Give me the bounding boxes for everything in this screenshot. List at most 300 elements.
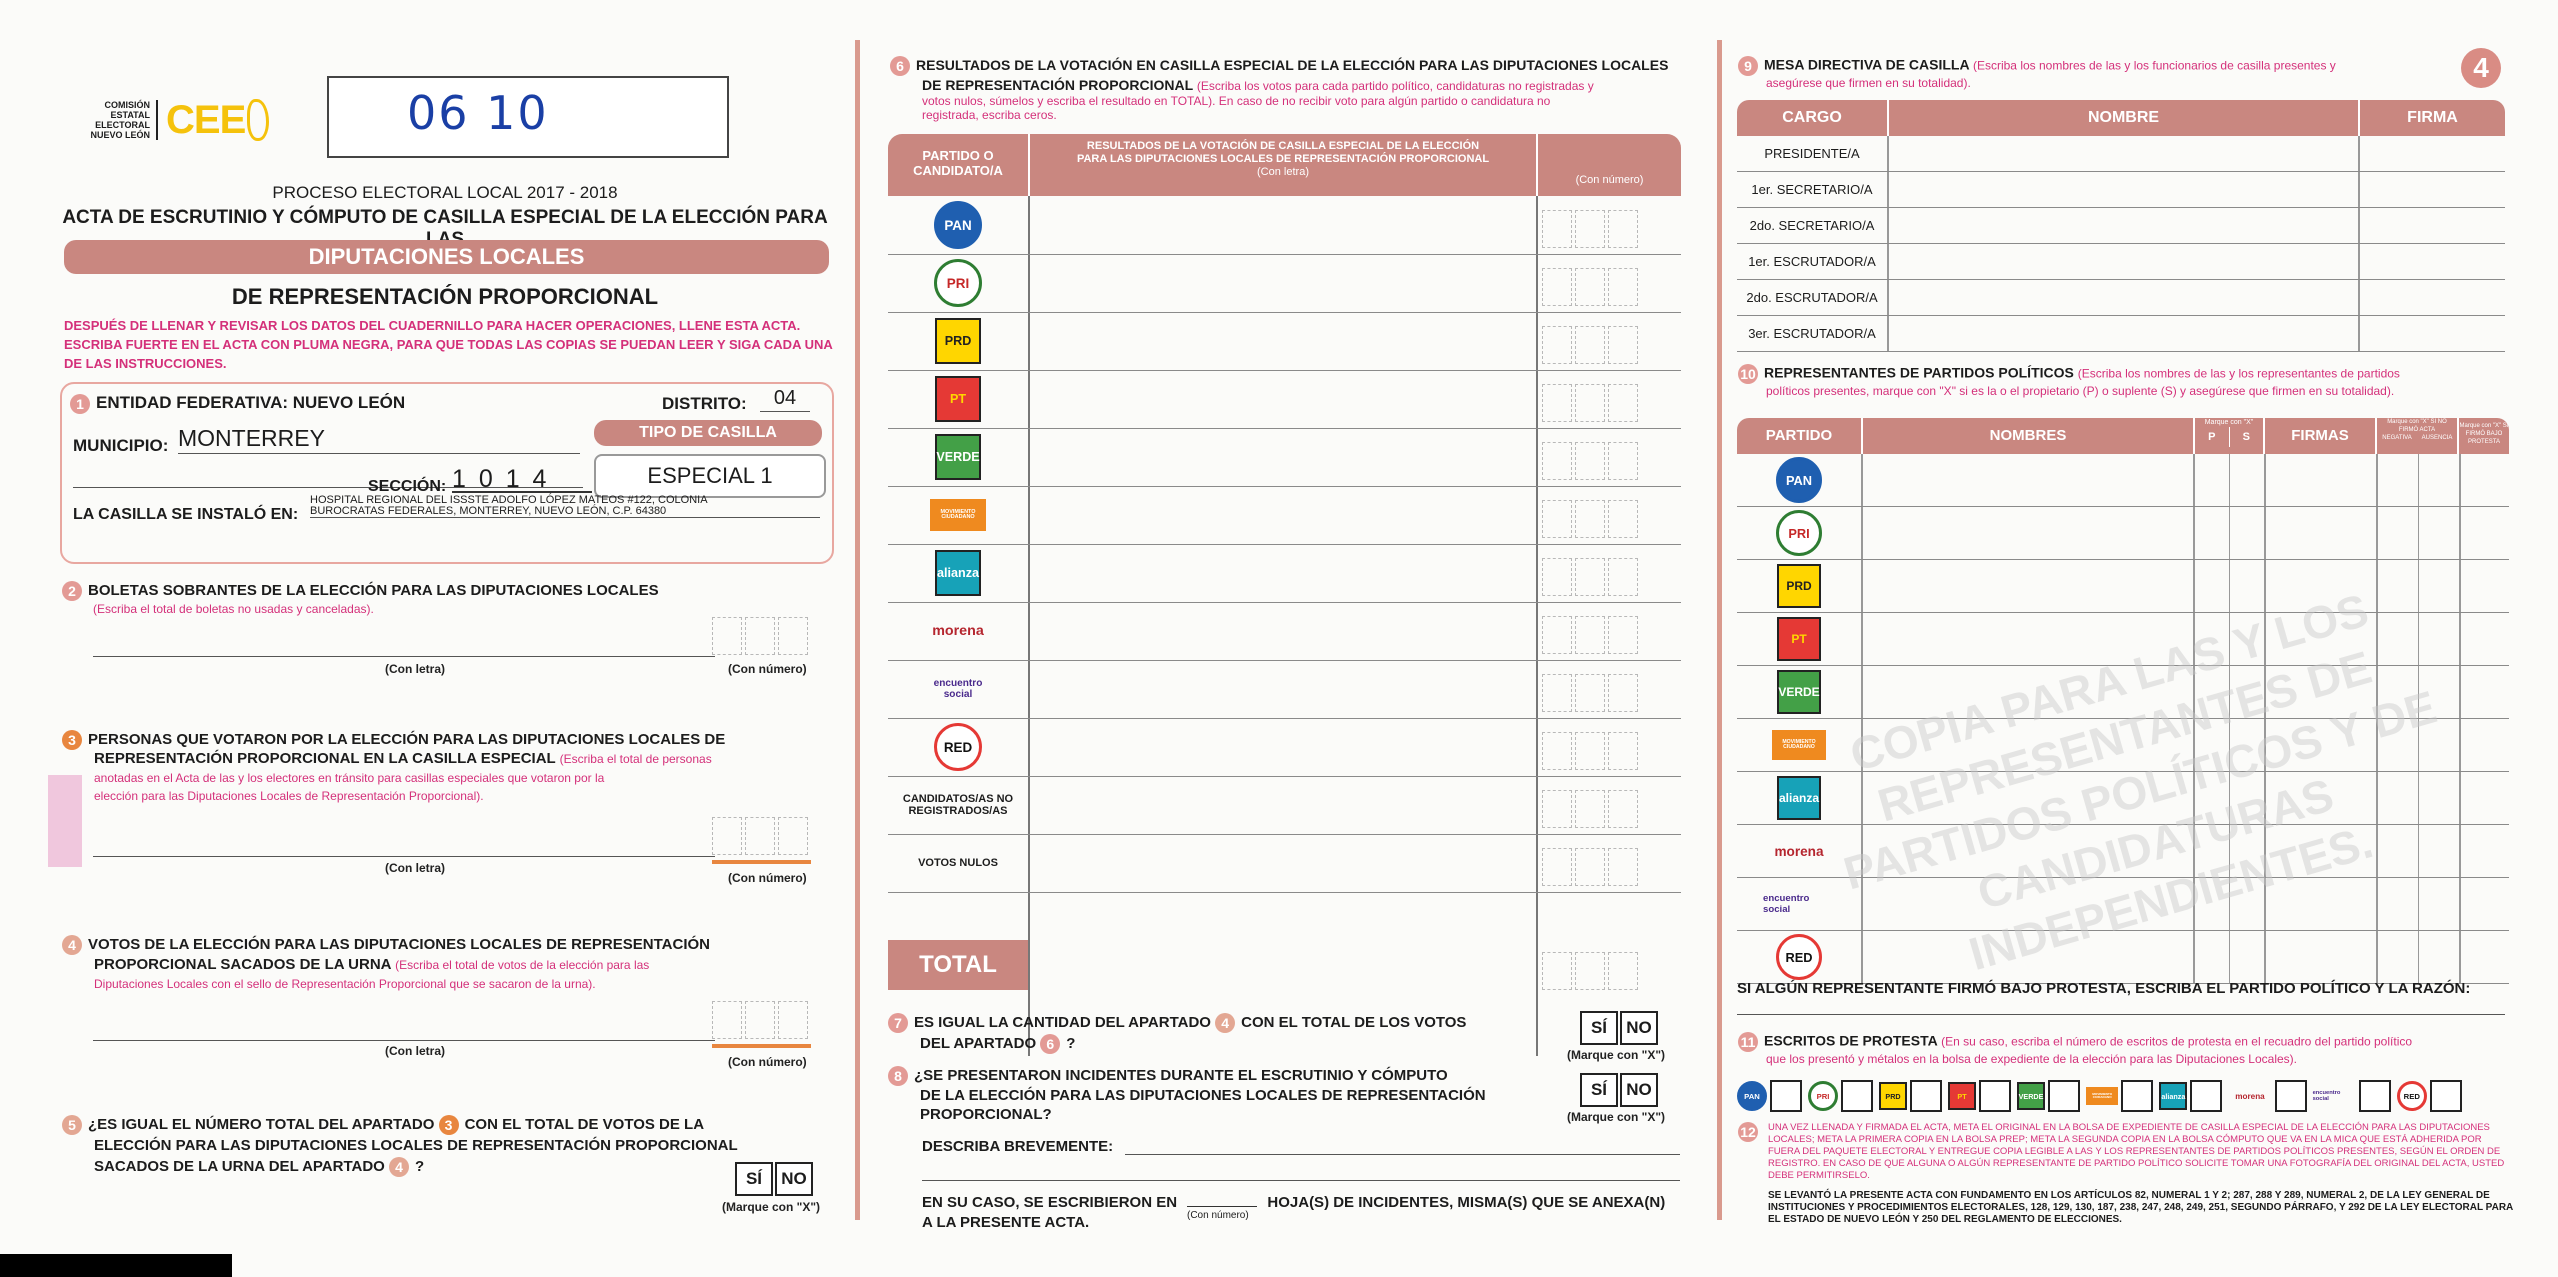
vote-letter-field[interactable] <box>1030 196 1536 254</box>
con-letra-label: (Con letra) <box>385 662 445 676</box>
s3-hint-3: elección para las Diputaciones Locales de Representación Proporcional). <box>94 789 484 803</box>
si-checkbox[interactable]: SÍ <box>735 1162 773 1196</box>
section-1-entidad <box>70 393 405 414</box>
protesta-item <box>2017 1080 2080 1112</box>
digit-box[interactable] <box>1542 790 1572 828</box>
col-s: S <box>2242 431 2250 443</box>
s5-line-1a: ¿ES IGUAL EL NÚMERO TOTAL DEL APARTADO <box>88 1116 435 1133</box>
protesta-count-box[interactable] <box>2359 1080 2391 1112</box>
rep-negativa-checkbox[interactable] <box>2378 507 2419 559</box>
digit-box[interactable] <box>712 617 742 655</box>
party-cell <box>888 834 1028 892</box>
vote-letter-field[interactable] <box>1030 370 1536 428</box>
protesta-count-box[interactable] <box>2190 1080 2222 1112</box>
rep-firma-field[interactable] <box>2266 454 2378 506</box>
document-subtitle: DE REPRESENTACIÓN PROPORCIONAL <box>231 284 659 309</box>
vote-letter-field[interactable] <box>1030 254 1536 312</box>
s4-number-field[interactable] <box>712 1001 811 1048</box>
digit-box[interactable] <box>1575 790 1605 828</box>
seccion-field[interactable] <box>452 465 592 493</box>
digit-box[interactable] <box>1575 442 1605 480</box>
vote-number-field[interactable] <box>1542 616 1641 659</box>
logo-org-line: COMISIÓN <box>104 100 150 110</box>
logo-org-line: ESTATAL <box>110 110 150 120</box>
protesta-count-box[interactable] <box>2430 1080 2462 1112</box>
nombre-field[interactable] <box>1889 172 2360 207</box>
digit-box[interactable] <box>1542 442 1572 480</box>
document-title: ACTA DE ESCRUTINIO Y CÓMPUTO DE CASILLA ESPECIAL DE LA ELECCIÓN PARA <box>62 207 828 228</box>
s4-title-1: VOTOS DE LA ELECCIÓN PARA LAS DIPUTACIONES LOCALES DE REPRESENTACIÓN <box>88 935 710 953</box>
s5-line-3: SACADOS DE LA URNA DEL APARTADO <box>94 1158 385 1176</box>
con-numero-label: (Con número) <box>728 871 807 885</box>
digit-box[interactable] <box>1608 326 1638 364</box>
section-5-question: 5 ¿ES IGUAL EL NÚMERO TOTAL DEL APARTADO 3 CON EL TOTAL DE VOTOS DE LA ELECCIÓN PARA LAS DIPUTACIONES LOCALES DE REPRESENTACIÓN PROPORCIONAL SACADOS DE LA URNA DEL APARTADO 4 ? <box>62 1114 738 1177</box>
s3-title-1: PERSONAS QUE VOTARON POR LA ELECCIÓN PARA LAS DIPUTACIONES LOCALES DE <box>88 731 726 748</box>
s7-answer <box>1580 1011 1660 1045</box>
vote-letter-field[interactable] <box>1030 486 1536 544</box>
s2-title: BOLETAS SOBRANTES DE LA ELECCIÓN PARA LAS DIPUTACIONES LOCALES <box>88 581 659 599</box>
distrito-field[interactable] <box>760 387 810 412</box>
section-number: 12 <box>1738 1122 1758 1142</box>
no-checkbox[interactable]: NO <box>1620 1073 1658 1107</box>
party-logo-icon: morena <box>2235 1091 2265 1101</box>
section-6-title <box>890 56 1690 122</box>
s4-letter-field[interactable] <box>93 1034 715 1041</box>
describa-field-2[interactable] <box>922 1176 1680 1181</box>
col-marque-ps <box>2195 418 2265 454</box>
si-checkbox[interactable]: SÍ <box>1580 1011 1618 1045</box>
mesa-row <box>1737 280 2505 316</box>
nombre-field[interactable] <box>1889 316 2360 351</box>
digit-box[interactable] <box>1575 500 1605 538</box>
rep-protesta-checkbox[interactable] <box>2461 560 2509 612</box>
legal-text: SE LEVANTÓ LA PRESENTE ACTA CON FUNDAMENTO EN LOS ARTÍCULOS 82, NUMERAL 1 Y 2; 287, 288 Y 289, NUMERAL 2, DE LA LEY GENERAL DE INSTITUCIONES Y PROCEDIMIENTOS ELECTORALES, 128, 129, 130, 187, 238, 247, 248, 249, 251, SEGUNDO PÁRRAFO, Y 292 DE LA LEY ELECTORAL PARA EL ESTADO DE NUEVO LEÓN Y 250 DEL REGLAMENTO DE ELECCIONES. <box>1768 1190 2513 1225</box>
total-row <box>888 940 1028 990</box>
mesa-row <box>1737 172 2505 208</box>
no-checkbox[interactable]: NO <box>775 1162 813 1196</box>
col-result-1: RESULTADOS DE LA VOTACIÓN DE CASILLA ESPECIAL DE LA ELECCIÓN <box>1086 140 1480 152</box>
s2-number-field[interactable] <box>712 617 811 660</box>
digit-box[interactable] <box>1608 558 1638 596</box>
vote-number-field[interactable] <box>1542 384 1641 427</box>
digit-box[interactable] <box>1608 952 1638 990</box>
vote-letter-field[interactable] <box>1030 312 1536 370</box>
s4-hint-1: (Escriba el total de votos de la elección para las <box>395 958 650 972</box>
seccion-label: SECCIÓN: <box>368 478 447 495</box>
s9-title: MESA DIRECTIVA DE CASILLA <box>1764 56 1970 73</box>
results-row <box>888 254 1681 313</box>
party-logo-icon: VERDE <box>935 434 981 480</box>
s2-hint: (Escriba el total de boletas no usadas y canceladas). <box>93 602 374 616</box>
rep-nombre-field[interactable] <box>1863 507 2195 559</box>
party-logo-icon: VERDE <box>2017 1082 2045 1110</box>
digit-box[interactable] <box>1542 500 1572 538</box>
rep-protesta-checkbox[interactable] <box>2461 931 2509 983</box>
digit-box[interactable] <box>712 1001 742 1039</box>
col-result-3: (Con letra) <box>1257 166 1309 178</box>
digit-box[interactable] <box>1575 210 1605 248</box>
rep-protesta-checkbox[interactable] <box>2461 507 2509 559</box>
vote-number-field[interactable] <box>1542 848 1641 891</box>
protesta-count-box[interactable] <box>2121 1080 2153 1112</box>
vote-letter-field[interactable] <box>1030 834 1536 892</box>
municipio-field[interactable] <box>178 425 580 454</box>
digit-box[interactable] <box>1608 442 1638 480</box>
instalo-line-1: HOSPITAL REGIONAL DEL ISSSTE ADOLFO LÓPEZ MATEOS #122, COLONIA <box>310 494 708 506</box>
cee-logo <box>70 92 305 148</box>
page-number-badge <box>2461 48 2501 88</box>
rep-p-checkbox[interactable] <box>2195 454 2230 506</box>
results-row <box>888 196 1681 255</box>
s2-letter-field[interactable] <box>93 650 715 657</box>
vote-letter-field[interactable] <box>1030 776 1536 834</box>
protesta-item <box>2086 1080 2153 1112</box>
s8-line-3: PROPORCIONAL? <box>920 1106 1052 1124</box>
protesta-item <box>1737 1080 1802 1112</box>
col-p: P <box>2195 427 2230 447</box>
party-cell <box>888 312 1028 370</box>
rep-ausencia-checkbox[interactable] <box>2419 613 2461 665</box>
party-logo-icon: encuentro social <box>1763 893 1810 915</box>
s7-c: DEL APARTADO <box>920 1035 1037 1053</box>
rep-ausencia-checkbox[interactable] <box>2419 454 2461 506</box>
rep-party-cell <box>1737 454 1863 506</box>
firma-field[interactable] <box>2360 280 2505 315</box>
cargo-label: 1er. SECRETARIO/A <box>1737 172 1889 207</box>
rep-s-checkbox[interactable] <box>2230 507 2266 559</box>
rep-p-checkbox[interactable] <box>2195 507 2230 559</box>
col-partido: PARTIDO <box>1737 418 1863 454</box>
digit-box[interactable] <box>1608 732 1638 770</box>
mesa-header <box>1737 100 2505 136</box>
digit-box[interactable] <box>1575 326 1605 364</box>
digit-box[interactable] <box>1608 384 1638 422</box>
party-logo-icon: VERDE <box>1777 670 1821 714</box>
digit-box[interactable] <box>1542 952 1572 990</box>
nombre-field[interactable] <box>1889 136 2360 171</box>
digit-box[interactable] <box>1542 848 1572 886</box>
digit-box[interactable] <box>1608 268 1638 306</box>
protesta-count-box[interactable] <box>2275 1080 2307 1112</box>
cargo-label: 2do. ESCRUTADOR/A <box>1737 280 1889 315</box>
protesta-line: SI ALGÚN REPRESENTANTE FIRMÓ BAJO PROTESTA, ESCRIBA EL PARTIDO POLÍTICO Y LA RAZÓN: <box>1737 980 2471 997</box>
protesta-item <box>2313 1080 2391 1112</box>
section-ref: 4 <box>389 1157 409 1177</box>
firma-field[interactable] <box>2360 136 2505 171</box>
party-logo-icon: PAN <box>1737 1081 1767 1111</box>
digit-box[interactable] <box>1542 384 1572 422</box>
rep-protesta-checkbox[interactable] <box>2461 878 2509 930</box>
rep-negativa-checkbox[interactable] <box>2378 878 2419 930</box>
section-number: 1 <box>70 394 90 414</box>
col-result-header <box>1030 134 1538 196</box>
col-numero-header: (Con número) <box>1575 174 1644 186</box>
digit-box[interactable] <box>1542 616 1572 654</box>
rep-p-checkbox[interactable] <box>2195 560 2230 612</box>
digit-box[interactable] <box>1575 616 1605 654</box>
digit-box[interactable] <box>1608 790 1638 828</box>
mesa-row <box>1737 244 2505 280</box>
vote-letter-field[interactable] <box>1030 602 1536 660</box>
rep-ausencia-checkbox[interactable] <box>2419 931 2461 983</box>
digit-box[interactable] <box>712 817 742 855</box>
marque-label: (Marque con "X") <box>1567 1048 1666 1062</box>
section-number: 4 <box>62 935 82 955</box>
s12-text: UNA VEZ LLENADA Y FIRMADA EL ACTA, META EL ORIGINAL EN LA BOLSA DE EXPEDIENTE DE CASILLA ESPECIAL DE LA ELECCIÓN PARA LAS DIPUTACIONES LOCALES; META LA PRIMERA COPIA EN LA BOLSA PREP; META LA SEGUNDA COPIA EN LA BOLSA CÓMPUTO QUE VA EN LA MICA QUE ESTÁ ADHERIDA POR FUERA DEL PAQUETE ELECTORAL Y ENTREGUE COPIA LEGIBLE A LAS Y LOS REPRESENTANTES DE PARTIDOS POLÍTICOS PRESENTES, SEGÚN EL ORDEN DE REGISTRO. EN CASO DE QUE ALGUNA O ALGÚN REPRESENTANTE DE PARTIDO POLÍTICO SOLICITE TOMAR UNA FOTOGRAFÍA DEL ORIGINAL DEL ACTA, USTED DEBE PERMITIRSELO. <box>1768 1122 2505 1181</box>
digit-box[interactable] <box>1575 952 1605 990</box>
digit-box[interactable] <box>1575 732 1605 770</box>
nombre-field[interactable] <box>1889 208 2360 243</box>
protesta-count-box[interactable] <box>1979 1080 2011 1112</box>
digit-box[interactable] <box>1575 558 1605 596</box>
hojas-field[interactable] <box>1187 1190 1257 1207</box>
s9-hint-1: (Escriba los nombres de las y los funcionarios de casilla presentes y <box>1972 58 2336 73</box>
protesta-item <box>2159 1080 2222 1112</box>
rep-s-checkbox[interactable] <box>2230 454 2266 506</box>
protesta-item <box>1948 1080 2011 1112</box>
party-logo-icon: PAN <box>934 201 982 249</box>
s3-hint-1: (Escriba el total de personas <box>559 752 712 766</box>
rep-p-checkbox[interactable] <box>2195 931 2230 983</box>
vote-number-field[interactable] <box>1542 210 1641 253</box>
protesta-count-box[interactable] <box>2048 1080 2080 1112</box>
distrito-label: DISTRITO: <box>662 394 747 413</box>
party-cell <box>888 602 1028 660</box>
digit-box[interactable] <box>778 1001 808 1039</box>
s9-hint-2: asegúrese que firmen en su totalidad). <box>1766 76 1971 90</box>
party-cell <box>888 544 1028 602</box>
vote-number-field[interactable] <box>1542 268 1641 311</box>
vote-number-field[interactable] <box>1542 732 1641 775</box>
digit-box[interactable] <box>778 817 808 855</box>
s11-hint-1: (En su caso, escriba el número de escritos de protesta en el recuadro del partido político <box>1941 1034 2413 1049</box>
section-number: 8 <box>888 1066 908 1086</box>
firma-field[interactable] <box>2360 172 2505 207</box>
diputaciones-band: DIPUTACIONES LOCALES <box>64 240 829 274</box>
vote-letter-field[interactable] <box>1030 544 1536 602</box>
results-row <box>888 602 1681 661</box>
folio-box[interactable] <box>327 76 729 158</box>
digit-box[interactable] <box>1575 674 1605 712</box>
vote-number-field[interactable] <box>1542 558 1641 601</box>
total-number-field[interactable] <box>1542 952 1641 995</box>
protesta-count-box[interactable] <box>1910 1080 1942 1112</box>
describa-label: DESCRIBA BREVEMENTE: <box>922 1138 1114 1155</box>
rep-ausencia-checkbox[interactable] <box>2419 507 2461 559</box>
logo-org-line: NUEVO LEÓN <box>90 130 150 140</box>
marque-ps-label: Marque con "X" <box>2204 419 2254 426</box>
si-checkbox[interactable]: SÍ <box>1580 1073 1618 1107</box>
vote-letter-field[interactable] <box>1030 718 1536 776</box>
s6-hint-3: registrada, escriba ceros. <box>922 108 1057 123</box>
rep-protesta-checkbox[interactable] <box>2461 719 2509 771</box>
digit-box[interactable] <box>1542 268 1572 306</box>
reps-header <box>1737 418 2509 454</box>
party-logo-icon: RED <box>2397 1081 2427 1111</box>
rep-negativa-checkbox[interactable] <box>2378 931 2419 983</box>
hojas-num-label: (Con número) <box>1187 1210 1249 1221</box>
party-cell <box>888 196 1028 254</box>
section-ref: 6 <box>1040 1034 1060 1054</box>
section-number: 7 <box>888 1013 908 1033</box>
column-separator <box>855 40 860 1220</box>
describa-field[interactable] <box>1125 1150 1680 1155</box>
vote-number-field[interactable] <box>1542 442 1641 485</box>
party-logo-icon: RED <box>934 723 982 771</box>
mesa-row <box>1737 208 2505 244</box>
protesta-item <box>2228 1080 2306 1112</box>
digit-box[interactable] <box>1608 210 1638 248</box>
s4-title-2-row <box>94 956 649 973</box>
party-logo-icon: PRI <box>1808 1081 1838 1111</box>
col-cargo: CARGO <box>1737 100 1889 136</box>
digit-box[interactable] <box>745 617 775 655</box>
instalo-label: LA CASILLA SE INSTALÓ EN: <box>73 506 299 523</box>
results-row <box>888 428 1681 487</box>
party-logo-icon: alianza <box>935 550 981 596</box>
hojas-3: A LA PRESENTE ACTA. <box>922 1214 1090 1231</box>
rep-firma-field[interactable] <box>2266 931 2378 983</box>
s6-title-2: DE REPRESENTACIÓN PROPORCIONAL <box>922 77 1193 94</box>
digit-box[interactable] <box>1608 674 1638 712</box>
s3-number-field[interactable] <box>712 817 811 864</box>
digit-box[interactable] <box>1542 210 1572 248</box>
tipo-casilla-value: ESPECIAL 1 <box>647 463 773 488</box>
cargo-label: PRESIDENTE/A <box>1737 136 1889 171</box>
s3-title-2: REPRESENTACIÓN PROPORCIONAL EN LA CASILLA ESPECIAL <box>94 750 556 767</box>
s8-answer <box>1580 1073 1660 1107</box>
party-logo-icon: morena <box>1774 843 1824 859</box>
party-cell <box>888 254 1028 312</box>
process-label: PROCESO ELECTORAL LOCAL 2017 - 2018 <box>272 183 618 202</box>
party-logo-icon: PRD <box>1879 1082 1907 1110</box>
party-cell <box>888 486 1028 544</box>
s7-b: CON EL TOTAL DE LOS VOTOS <box>1241 1014 1467 1031</box>
party-logo-icon: PRD <box>1777 564 1821 608</box>
section-11-title <box>1738 1032 2518 1066</box>
protesta-item <box>2397 1080 2462 1112</box>
mesa-row <box>1737 316 2505 352</box>
party-logo-icon: alianza <box>1777 776 1821 820</box>
digit-box[interactable] <box>1542 558 1572 596</box>
vote-number-field[interactable] <box>1542 790 1641 833</box>
rep-firma-field[interactable] <box>2266 507 2378 559</box>
party-logo-icon: PRD <box>935 318 981 364</box>
col-ausencia: AUSENCIA <box>2421 435 2453 441</box>
protesta-field[interactable] <box>1737 1012 2505 1015</box>
section-number: 9 <box>1738 56 1758 76</box>
digit-box[interactable] <box>1608 616 1638 654</box>
results-row <box>888 776 1681 835</box>
rep-negativa-checkbox[interactable] <box>2378 454 2419 506</box>
s3-letter-field[interactable] <box>93 850 715 857</box>
vote-letter-field[interactable] <box>1030 660 1536 718</box>
rep-ausencia-checkbox[interactable] <box>2419 878 2461 930</box>
digit-box[interactable] <box>1542 674 1572 712</box>
no-checkbox[interactable]: NO <box>1620 1011 1658 1045</box>
distrito-value: 04 <box>773 387 797 409</box>
rep-party-cell <box>1737 931 1863 983</box>
digit-box[interactable] <box>745 1001 775 1039</box>
rep-nombre-field[interactable] <box>1863 560 2195 612</box>
col-nombre: NOMBRE <box>1889 100 2360 136</box>
vote-number-field[interactable] <box>1542 326 1641 369</box>
tipo-casilla-band: TIPO DE CASILLA <box>594 420 822 446</box>
rep-s-checkbox[interactable] <box>2230 560 2266 612</box>
digit-box[interactable] <box>1542 326 1572 364</box>
rep-row <box>1737 454 2509 507</box>
party-logo-icon: morena <box>932 623 984 639</box>
s10-hint-1: (Escriba los nombres de las y los representantes de partidos <box>2077 366 2400 381</box>
cargo-label: 1er. ESCRUTADOR/A <box>1737 244 1889 279</box>
rep-protesta-checkbox[interactable] <box>2461 666 2509 718</box>
firma-field[interactable] <box>2360 208 2505 243</box>
rep-protesta-checkbox[interactable] <box>2461 613 2509 665</box>
results-row <box>888 312 1681 371</box>
instalo-field[interactable] <box>310 495 820 518</box>
party-logo-icon: encuentro social <box>933 678 983 700</box>
rep-nombre-field[interactable] <box>1863 454 2195 506</box>
seccion-value: 1 0 1 4 <box>452 465 550 493</box>
digit-box[interactable] <box>778 617 808 655</box>
digit-box[interactable] <box>1608 848 1638 886</box>
nombre-field[interactable] <box>1889 280 2360 315</box>
section-12 <box>1738 1122 2513 1182</box>
section-10-title <box>1738 364 2518 398</box>
digit-box[interactable] <box>1608 500 1638 538</box>
col-result-2: PARA LAS DIPUTACIONES LOCALES DE REPRESENTACIÓN PROPORCIONAL <box>1076 153 1490 165</box>
vote-number-field[interactable] <box>1542 674 1641 717</box>
s11-hint-2: que los presentó y métalos en la bolsa de expediente de la elección para las Diputaciones Locales). <box>1766 1052 2297 1066</box>
section-4-title <box>62 935 710 955</box>
s10-hint-2: políticos presentes, marque con "X" si es la o el propietario (P) o suplente (S) y asegúrese que firmen en su totalidad). <box>1766 384 2395 398</box>
digit-box[interactable] <box>1575 384 1605 422</box>
col-negativa: NEGATIVA <box>2382 435 2412 441</box>
section-ref: 3 <box>439 1115 459 1135</box>
party-logo-icon: PRI <box>934 259 982 307</box>
mesa-rows <box>1737 136 2505 352</box>
vote-number-field[interactable] <box>1542 500 1641 543</box>
results-row <box>888 834 1681 893</box>
s6-hint-2: votos nulos, súmelos y escriba el resultado en TOTAL). En caso de no recibir voto para algún partido o candidatura no <box>922 94 1551 109</box>
con-numero-label: (Con número) <box>728 1055 807 1069</box>
digit-box[interactable] <box>1575 848 1605 886</box>
tipo-casilla-field[interactable] <box>594 454 826 498</box>
digit-box[interactable] <box>745 817 775 855</box>
rep-protesta-checkbox[interactable] <box>2461 454 2509 506</box>
instructions-text: DESPUÉS DE LLENAR Y REVISAR LOS DATOS DEL CUADERNILLO PARA HACER OPERACIONES, LLENE ESTA ACTA. ESCRIBA FUERTE EN EL ACTA CON PLUMA NEGRA, PARA QUE TODAS LAS COPIAS SE PUEDAN LEER Y SIGA CADA UNA DE LAS INSTRUCCIONES. <box>64 318 833 371</box>
protesta-count-box[interactable] <box>1770 1080 1802 1112</box>
firma-field[interactable] <box>2360 316 2505 351</box>
results-row <box>888 486 1681 545</box>
firma-field[interactable] <box>2360 244 2505 279</box>
party-logo-icon: MOVIMIENTO CIUDADANO <box>930 499 987 531</box>
s7-a: ES IGUAL LA CANTIDAD DEL APARTADO <box>914 1014 1211 1031</box>
total-label: TOTAL <box>919 951 997 978</box>
digit-box[interactable] <box>1575 268 1605 306</box>
vote-letter-field[interactable] <box>1030 428 1536 486</box>
rep-ausencia-checkbox[interactable] <box>2419 560 2461 612</box>
s3-title-2-row <box>94 750 712 767</box>
municipio-label: MUNICIPIO: <box>73 436 169 455</box>
digit-box[interactable] <box>1542 732 1572 770</box>
cargo-label: 3er. ESCRUTADOR/A <box>1737 316 1889 351</box>
nombre-field[interactable] <box>1889 244 2360 279</box>
s3-hint-2: anotadas en el Acta de las y los electores en tránsito para casillas especiales que votaron por la <box>94 771 605 785</box>
rep-s-checkbox[interactable] <box>2230 931 2266 983</box>
protesta-count-box[interactable] <box>1841 1080 1873 1112</box>
s6-hint-1: (Escriba los votos para cada partido político, candidaturas no registradas y <box>1196 79 1594 94</box>
